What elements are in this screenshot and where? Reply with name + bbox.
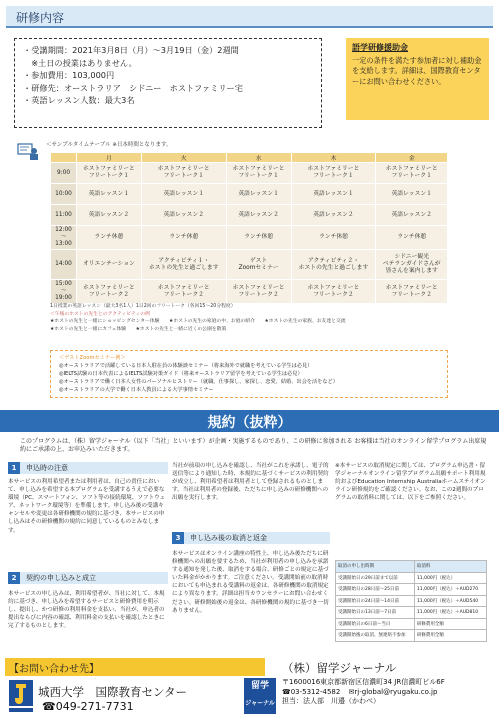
schedule-time: 15:00～ 19:00: [51, 280, 77, 304]
schedule-cell: ホストファミリーと フリートーク２: [291, 280, 376, 304]
cancel-row: [336, 584, 487, 596]
rules-intro: このプログラムは、（株）留学ジャーナル（以下「当社」といいます）が企画・実施するものであり、この研修に参加される お客様は当社のオンライン留学プログラム出席規約にご承諾の上、お申込みいただきます。: [20, 438, 487, 454]
schedule-time: 14:00: [51, 250, 77, 280]
company-info: [282, 678, 445, 707]
section-1-title: 申込時の注意: [26, 464, 68, 472]
schedule-cell: 英語レッスン１: [291, 184, 376, 205]
schedule-icon: [17, 143, 39, 161]
schedule-note: ＜午後のホストの先生とのアクティビティの例: [50, 311, 150, 317]
section-1-body: 本サービスの利用希望者または利用者は、自己の責任において、申し込みを希望する本プログラムを受講するうえで必要な環境（PC、スマートフォン、ソフト等の接続環境、ソフトウェア、ネットワーク環境等）を準備します。申し込み後の受講キャンセルや変更は各研修機関の規約に基づき、本サービスの申し込みはその研修機関の規約に同意しているものとみなします。: [8, 479, 166, 534]
section-title-bar: [6, 6, 493, 28]
contact-label-bar: [5, 658, 265, 676]
aid-box: [346, 38, 489, 120]
cancel-header-row: [336, 561, 487, 573]
course-line: ・英語レッスン人数：最大3名: [23, 95, 135, 105]
schedule-day: 水: [226, 153, 291, 163]
schedule-cell: ホストファミリーと フリートーク１: [291, 163, 376, 184]
schedule-row: [51, 163, 448, 184]
univ-tel: ☎049-271-7731: [42, 700, 134, 713]
zoom-item: ◎オーストラリアの大学で働く日本人教員による大学事情セミナー: [59, 387, 214, 393]
logo-text-1: 留学: [250, 681, 269, 691]
cancel-row: [336, 630, 487, 642]
cancel-row: [336, 572, 487, 584]
schedule-note: 1日授業の英語レッスン（最大3名1人）1日2回のフリートーク（各回15～20分程度）: [50, 304, 236, 309]
rules-section-3: [172, 532, 330, 544]
schedule-cell: ゲスト Zoomセミナー: [226, 250, 291, 280]
cancel-fee: 11,000円（税込）＋AUD270: [414, 584, 486, 596]
schedule-cell: アクティビティ１・ ホストの先生と過ごします: [141, 250, 226, 280]
schedule-cell: ホストファミリーと フリートーク１: [376, 163, 448, 184]
cancel-fee: 11,000円（税込）＋AUD810: [414, 607, 486, 619]
schedule-row: [51, 184, 448, 205]
schedule-cell: 英語レッスン２: [226, 205, 291, 226]
schedule-cell: 英語レッスン２: [141, 205, 226, 226]
rules-heading-bar: [0, 410, 499, 432]
zoom-seminar-box: [50, 350, 448, 398]
cancel-row: [336, 607, 487, 619]
schedule-cell: ホストファミリーと フリートーク２: [77, 280, 142, 304]
cancel-period: 受講開始日の6日前～当日: [336, 618, 415, 630]
contract-continued: 当社が前項の申し込みを確認し、当社がこれを承諾し、電子的送信等により通知した時、本規約に基づくサービスの利用契約が成立し、利用希望者は利用者として登録されるものとします。当社は利用者の登録後、ただちに申し込みの研修機関への出願を実行します。: [172, 463, 329, 502]
zoom-item: ◎オーストラリアで働く日本人女性のパーソナルヒストリー（就職、仕事探し、家探し、恋愛、結婚、出会を活をなど）: [59, 379, 338, 385]
cancel-period: 受講開始日の28日前～25日前: [336, 584, 415, 596]
cancel-period: 受講開始日の13日前～7日前: [336, 607, 415, 619]
section-1-heading: [8, 462, 168, 474]
ryugaku-journal-logo: [244, 678, 276, 714]
schedule-cell: ホストファミリーと フリートーク２: [141, 280, 226, 304]
schedule-cell: アクティビティ２・ ホストの先生と過ごします: [291, 250, 376, 280]
cancel-policy-note: ※本サービスの取消規定に関しては、プログラム申込書・留学ジャーナルオンライン留学プログラム出願サポート利用規約およびEducation Internship Australiaホームステイオンライン研修規約をご確認ください。なお、この2週間のプログラムの取消料に関しては、以下をご参照ください。: [335, 463, 486, 502]
zoom-title: ＜ゲストZoomセミナー例＞: [59, 355, 126, 361]
cancel-header-period: 取消の申し出時期: [336, 561, 415, 573]
cancel-fee: 研修費用全額: [414, 630, 486, 642]
schedule-cell: ランチ休憩: [141, 226, 226, 250]
schedule-cell: ランチ休憩: [226, 226, 291, 250]
schedule-cell: ランチ休憩: [291, 226, 376, 250]
section-number: 1: [8, 462, 20, 474]
schedule-row: [51, 280, 448, 304]
schedule-cell: 英語レッスン２: [291, 205, 376, 226]
zoom-item: ◎オーストラリアで活躍している日本人駐在員の体験談セミナー（将来海外で就職を考えている学生は必見）: [59, 363, 313, 369]
section-3-title: 申し込み後の取消と返金: [190, 534, 267, 542]
company-address: 〒1600016東京都新宿区信濃町34 JR信濃町ビル6F: [282, 678, 445, 686]
logo-text-2: ジャーナル: [245, 700, 275, 707]
schedule-row: [51, 205, 448, 226]
cancel-fee: 研修費用全額: [414, 618, 486, 630]
section-2-body: 本サービスの申し込みは、利用希望者が、当社に対して、本規約に基づき、申し込みを希望するサービスと研修費用を明示し、提出し、かつ研修の利用料金を支払い、当社が、申込者の提出ならびに内容の確認、利用料金の支払いを確認したときに完了するものとします。: [8, 591, 165, 630]
schedule-cell: ホストファミリーと フリートーク１: [141, 163, 226, 184]
company-tel: ☎03-5312-4582: [282, 687, 341, 696]
cancel-fee: 11,000円（税込）: [414, 572, 486, 584]
course-line: ・参加費用：103,000円: [23, 70, 115, 80]
rules-section-1: [8, 462, 168, 474]
cancel-period: 受講開始日の29日前まで以前: [336, 572, 415, 584]
schedule-cell: ランチ休憩: [376, 226, 448, 250]
schedule-row: [51, 226, 448, 250]
course-line: ※土日の授業はありません。: [23, 57, 137, 68]
schedule-table: [50, 152, 448, 304]
section-3-heading: [172, 532, 330, 544]
schedule-cell: ランチ休憩: [77, 226, 142, 250]
company-person: 担当：法人部 川邉（かわべ）: [282, 697, 380, 705]
schedule-cell: ホストファミリーと フリートーク２: [226, 280, 291, 304]
schedule-cell: ホストファミリーと フリートーク１: [226, 163, 291, 184]
schedule-cell: 英語レッスン１: [77, 184, 142, 205]
course-details-box: [14, 38, 322, 128]
section-2-title: 契約の申し込みと成立: [26, 574, 96, 582]
rules-section-2: [8, 572, 168, 584]
schedule-day: 木: [291, 153, 376, 163]
aid-body: 一定の条件を満たす参加者に対し補助金を支給します。詳細は、国際教育センターにお問い合わせください。: [352, 55, 482, 86]
schedule-note: ★ホストの先生と一緒にショッピングセンター体験 ★ホストの先生の家庭の中、お庭の紹介 ★ホストの先生の家族、お友達と交流: [50, 319, 346, 324]
cancel-header-fee: 取消料: [414, 561, 486, 573]
section-2-heading: [8, 572, 168, 584]
cancel-period: 受講開始日の24日前～14日前: [336, 595, 415, 607]
course-line: ・研修先：オーストラリア シドニー ホストファミリー宅: [23, 82, 243, 93]
schedule-note: ★ホストの先生と一緒にカフェ体験 ★ホストの先生と一緒に近くの公園を散策: [50, 326, 227, 332]
rules-heading: 規約（抜粋）: [207, 415, 292, 431]
schedule-cell: オリエンテーション: [77, 250, 142, 280]
cancel-row: [336, 618, 487, 630]
cancel-period: 受講開始後の取消、無連絡不参加: [336, 630, 415, 642]
schedule-caption: ＜サンプルタイムテーブル ※日本時間となります。: [46, 142, 172, 148]
company-name: （株）留学ジャーナル: [282, 661, 397, 675]
company-email: ✉rj-global@ryugaku.co.jp: [348, 687, 438, 696]
course-line: ・受講期間：2021年3月8日（月）～3月19日（金）2週間: [23, 45, 239, 55]
schedule-header-blank: [51, 153, 77, 163]
section-number: 3: [172, 532, 184, 544]
schedule-time: 12:00～ 13:00: [51, 226, 77, 250]
schedule-cell: 英語レッスン１: [141, 184, 226, 205]
schedule-day: 金: [376, 153, 448, 163]
section-title: 研修内容: [16, 11, 65, 25]
section-number: 2: [8, 572, 20, 584]
schedule-cell: 英語レッスン２: [376, 205, 448, 226]
section-3-body: 本サービスはオンライン講座の特性上、申し込み後ただちに研修機関への出願を要するため、当社が利用者の申し込みを承諾する通知を発した後、取消をする場合、研修ごとの規定に基づいた料金がかかります。ご注意ください。受講開始前の取消時においても申込まれる受講料の返金は、各研修機関の取消規定により異なります。詳細は担当カウンセラーにお問い合わせください。研修開始後の返金は、各研修機関の規約に基づき一切ありません。: [172, 551, 329, 614]
schedule-cell: 英語レッスン２: [77, 205, 142, 226]
schedule-time: 9:00: [51, 163, 77, 184]
contact-label: 【お問い合わせ先】: [9, 664, 99, 675]
schedule-cell: 英語レッスン１: [376, 184, 448, 205]
schedule-cell: シドニー観光 ベテランガイドさんが 皆さんを案内します: [376, 250, 448, 280]
josai-logo-icon: [8, 678, 34, 714]
zoom-item: ◎IELTS試験の日本代表によるIELTS試験対策ガイド（将来オーストラリア留学を考えている学生は必見）: [59, 371, 303, 377]
univ-name: 城西大学 国際教育センター: [38, 685, 188, 699]
aid-title: 語学研修援助金: [352, 43, 408, 52]
cancel-row: [336, 595, 487, 607]
schedule-notes: [50, 303, 346, 333]
schedule-time: 11:00: [51, 205, 77, 226]
company-contact: [282, 688, 445, 698]
schedule-time: 10:00: [51, 184, 77, 205]
cancel-fee-table: [335, 560, 487, 642]
cancel-fee: 11,000円（税込）＋AUD540: [414, 595, 486, 607]
schedule-cell: ホストファミリーと フリートーク１: [77, 163, 142, 184]
schedule-cell: ホストファミリーと フリートーク２: [376, 280, 448, 304]
schedule-cell: 英語レッスン１: [226, 184, 291, 205]
schedule-day: 月: [77, 153, 142, 163]
schedule-row: [51, 250, 448, 280]
schedule-day: 火: [141, 153, 226, 163]
schedule-header-row: [51, 153, 448, 163]
